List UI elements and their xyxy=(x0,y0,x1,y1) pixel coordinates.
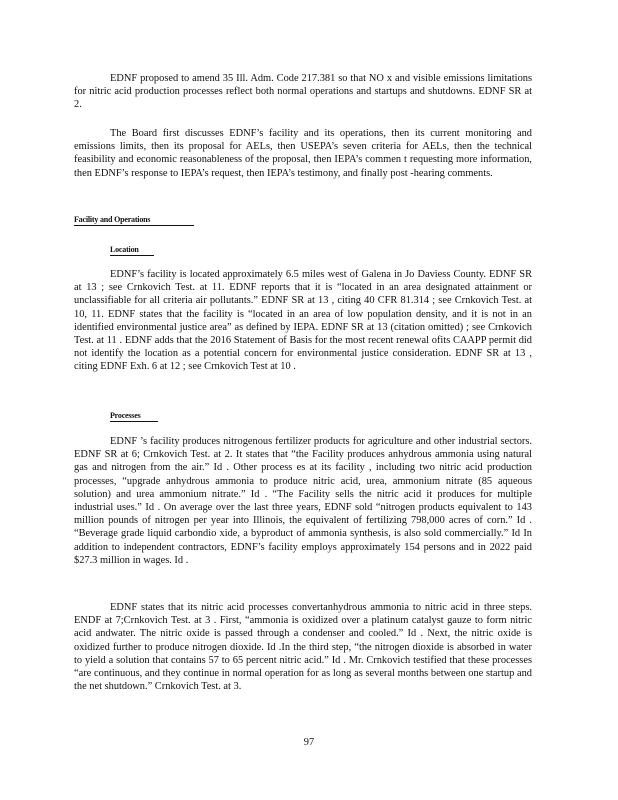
paragraph-location xyxy=(74,268,532,374)
paragraph-text: The Board first discusses EDNF’s facility and its operations, then its current monitoring and emissions limits, then its proposal for AELs, then USEPA’s seven criteria for AELs, then the technical feasibility and economic reasonableness of the proposal, then IEPA’s commen t requesting more information, then EDNF’s response to IEPA’s request, then IEPA’s testimony, and finally post -hearing comments. xyxy=(74,128,532,179)
paragraph-overview xyxy=(74,127,532,180)
heading-text: Processes xyxy=(110,410,158,422)
paragraph-nitric-acid-steps xyxy=(74,601,532,693)
paragraph-text: EDNF proposed to amend 35 Ill. Adm. Code 217.381 so that NO x and visible emissions limitations for nitric acid production processes reflect both normal operations and startups and shutdowns. EDNF SR at 2. xyxy=(74,73,532,111)
page-number: 97 xyxy=(303,737,315,748)
heading-text: Location xyxy=(110,244,154,256)
paragraph-text: EDNF’s facility is located approximately 6.5 miles west of Galena in Jo Daviess County. EDNF SR at 13 ; see Crnkovich Test. at 11. EDNF reports that it is “located in an area designated attainment or unclassifiable for all criteria air pollutants.” EDNF SR at 13 , citing 40 CFR 81.314 ; see Crnkovich Test. at 10, 11. EDNF states that the facility is “located in an area of low population density, and it is not in an identified environmental justice area” as defined by IEPA. EDNF SR at 13 (citation omitted) ; see Crnkovich Test. at 11 . EDNF adds that the 2016 Statement of Basis for the most recent renewal ofits CAAPP permit did not identify the location as a potential concern for environmental justice consideration. EDNF SR at 13 , citing EDNF Exh. 6 at 12 ; see Crnkovich Test at 10 . xyxy=(74,269,532,373)
paragraph-processes xyxy=(74,435,532,567)
paragraph-proposal xyxy=(74,72,532,112)
heading-facility-operations xyxy=(74,214,194,226)
heading-processes xyxy=(110,410,158,422)
heading-location xyxy=(110,244,154,256)
paragraph-text: EDNF ’s facility produces nitrogenous fertilizer products for agriculture and other industrial sectors. EDNF SR at 6; Crnkovich Test. at 2. It states that “the Facility produces anhydrous ammonia using natural gas and nitrogen from the air.” Id . Other process es at its facility , including two nitric acid production processes, “upgrade anhydrous ammonia to produce nitric acid, urea, ammonium nitrate (85 aqueous solution) and urea ammonium nitrate.” Id . “The Facility sells the nitric acid it produces for multiple industrial uses.” Id . On average over the last three years, EDNF sold “nitrogen products equivalent to 143 million pounds of nitrogen per year into Illinois, the equivalent of fertilizing 798,000 acres of corn.” Id . “Beverage grade liquid carbondio xide, a byproduct of ammonia synthesis, is also sold commercially.” Id In addition to independent contractors, EDNF’s facility employs approximately 154 persons and in 2022 paid $27.3 million in wages. Id . xyxy=(74,436,532,566)
paragraph-text: EDNF states that its nitric acid processes convertanhydrous ammonia to nitric acid in three steps. ENDF at 7;Crnkovich Test. at 3 . First, “ammonia is oxidized over a platinum catalyst gauze to form nitric acid andwater. The nitric oxide is passed through a condenser and cooled.” Id . Next, the nitric oxide is oxidized further to produce nitrogen dioxide. Id .In the third step, “the nitrogen dioxide is absorbed in water to yield a solution that contains 57 to 65 percent nitric acid.” Id . Mr. Crnkovich testified that these processes “are continuous, and they continue in normal operation for as long as several months between one startup and the net shutdown.” Crnkovich Test. at 3. xyxy=(74,602,532,693)
heading-text: Facility and Operations xyxy=(74,214,194,226)
